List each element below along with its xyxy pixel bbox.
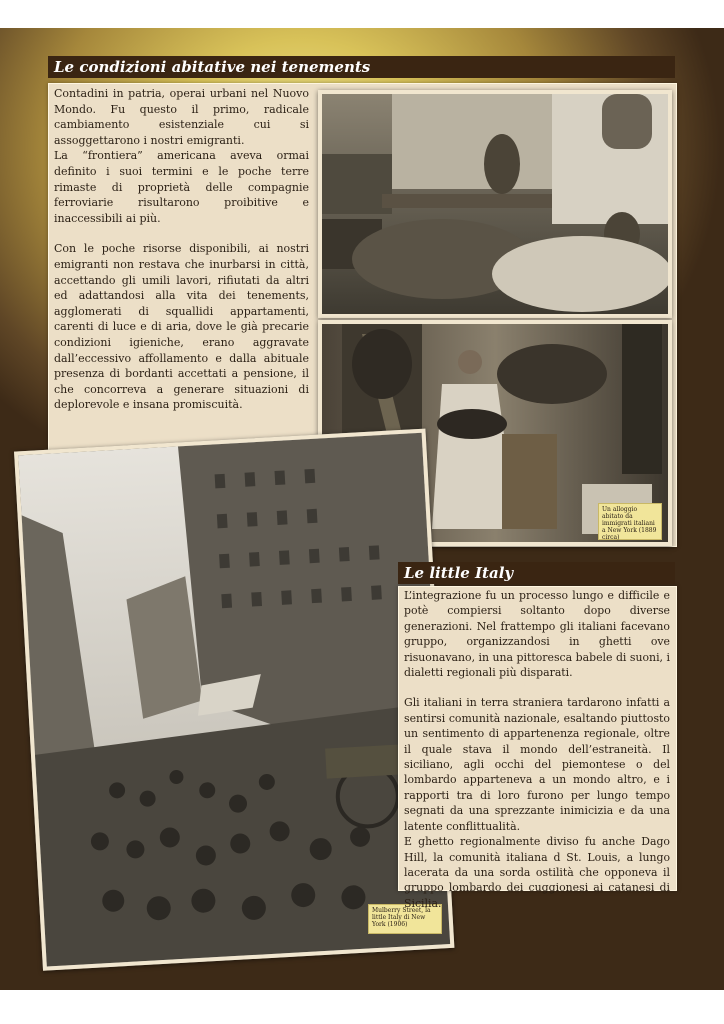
poster <box>0 28 724 990</box>
tenement-bunks-image <box>322 94 668 314</box>
little-italy-paragraph: E ghetto regionalmente diviso fu anche Dago Hill, la comunità italiana d St. Louis, a lungo lacerata da una sorda ostilità che opponeva il gruppo lombardo dei cuggionesi ai catanesi di Sicilia. <box>404 835 670 910</box>
mulberry-street-image <box>18 433 450 967</box>
mulberry-caption: Mulberry Street, la little Italy di New York (1906) <box>368 904 442 934</box>
little-italy-text <box>404 588 670 911</box>
tenements-paragraph: Con le poche risorse disponibili, ai nostri emigranti non restava che inurbarsi in città, accettando gli umili lavori, rifiutati da altri ed adattandosi alla vita dei tenements, agglomerati di squallidi appartamenti, carenti di luce e di aria, dove le già precarie condizioni igieniche, erano aggravate dall’eccessivo affollamento e dalla abituale presenza di bordanti accettati a pensione, il che concorreva a generare situazioni di deplorevole e insana promiscuità. <box>54 242 309 412</box>
little-italy-paragraph: L’integrazione fu un processo lungo e difficile e potè compiersi soltanto dopo diverse generazioni. Nel frattempo gli italiani facevano gruppo, organizzandosi in ghetti ove risuonavano, in una pittoresca babele di suoni, i dialetti regionali più disparati. <box>404 589 670 680</box>
tenement-bunks-photo <box>318 90 672 318</box>
tenements-title: Le condizioni abitative nei tenements <box>48 56 675 78</box>
little-italy-paragraph: Gli italiani in terra straniera tardarono infatti a sentirsi comunità nazionale, esaltando piuttosto un sentimento di appartenenza regionale, oltre il quale stava il mondo dell’estraneità. Il siciliano, agli occhi del piemontese o del lombardo apparteneva a un mondo altro, e i rapporti tra di loro furono per lungo tempo segnati da una sprezzante inimicizia e da una latente conflittualità. <box>404 696 670 833</box>
tenements-text <box>54 86 309 413</box>
alloggio-caption: Un alloggio abitato da immigrati italiani a New York (1889 circa) <box>598 503 662 540</box>
little-italy-title: Le little Italy <box>398 562 675 584</box>
tenements-paragraph: Contadini in patria, operai urbani nel Nuovo Mondo. Fu questo il primo, radicale cambiamento esistenziale cui si assoggettarono i nostri emigranti. <box>54 87 309 147</box>
mulberry-street-photo <box>14 429 454 971</box>
tenements-paragraph: La “frontiera” americana aveva ormai definito i suoi termini e le poche terre rimaste di proprietà delle compagnie ferroviarie risultarono proibitive e inaccessibili ai più. <box>54 149 309 225</box>
